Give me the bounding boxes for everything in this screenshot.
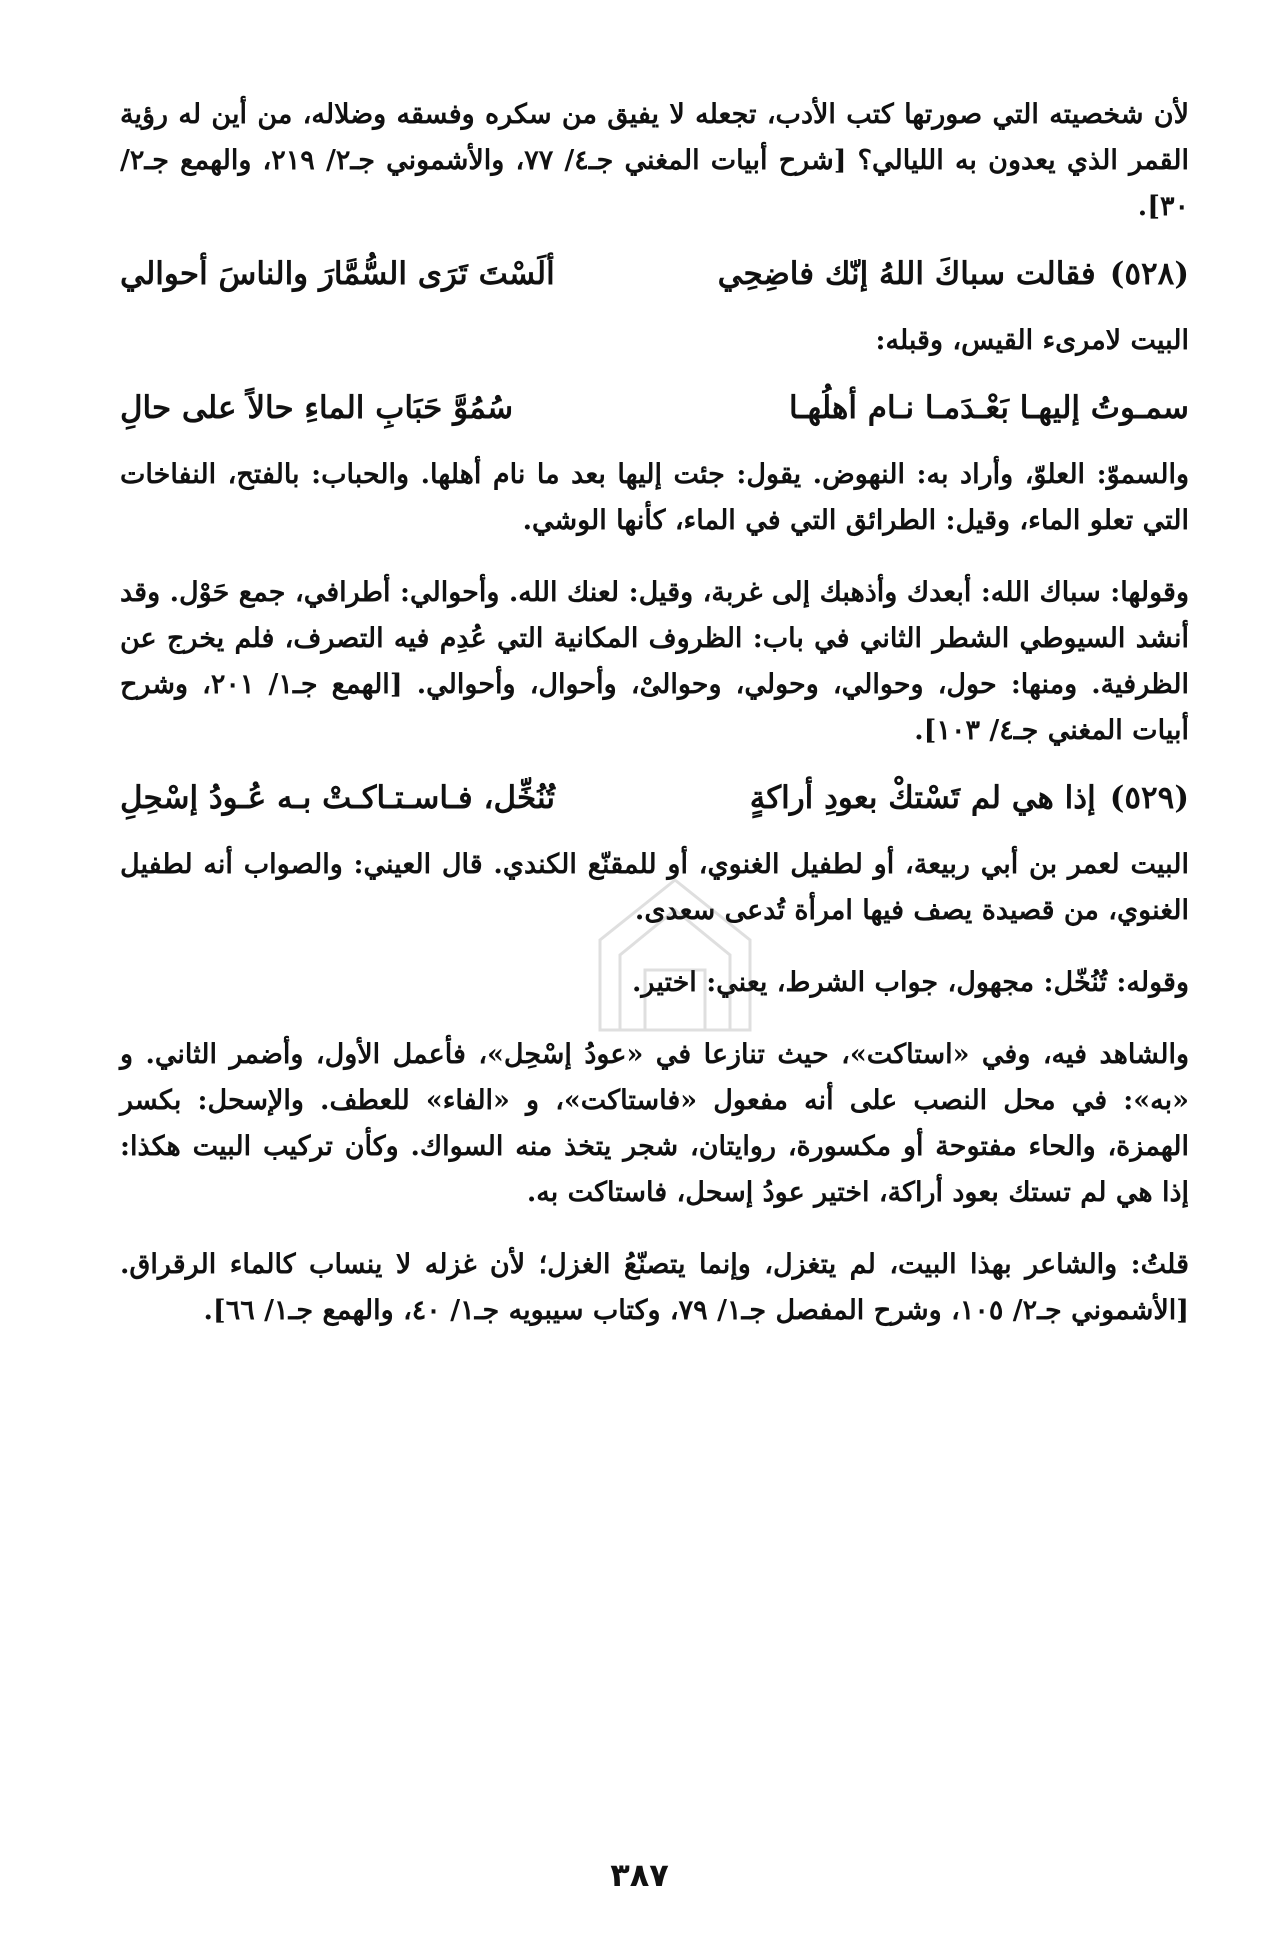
verse-529-first-hemistich	[750, 768, 1189, 828]
paragraph-grammar-529: والشاهد فيه، وفي «استاكت»، حيث تنازعا في «عودُ إسْحِل»، فأعمل الأول، وأضمر الثاني. و «به»: في محل النصب على أنه مفعول «فاستاكت»، و «الفاء» للعطف. والإسحل: بكسر الهمزة، والحاء مفتوحة أو مكسورة، روايتان، شجر يتخذ منه السواك. وكأن تركيب البيت هكذا: إذا هي لم تستك بعود أراكة، اختير عودُ إسحل، فاستاكت به.	[120, 1039, 1189, 1208]
verse-529-second-hemistich: تُنُخِّل، فـاسـتـاكـتْ بـه عُـودُ إسْحِلِ	[120, 780, 556, 816]
paragraph-commentary-527-end: لأن شخصيته التي صورتها كتب الأدب، تجعله لا يفيق من سكره وفسقه وضلاله، من أين له رؤية القمر الذي يعدون به الليالي؟ [شرح أبيات المغني جـ٤/ ٧٧، والأشموني جـ٢/ ٢١٩، والهمع جـ٢/ ٣٠].	[120, 99, 1189, 222]
verse-528-number: (٥٢٨)	[1109, 256, 1189, 292]
verse-529-first-text: إذا هي لم تَسْتكْ بعودِ أراكةٍ	[749, 780, 1096, 816]
paragraph-attribution-529: البيت لعمر بن أبي ربيعة، أو لطفيل الغنوي، أو للمقنّع الكندي. قال العيني: والصواب أنه لطفيل الغنوي، من قصيدة يصف فيها امرأة تُدعى سعدى.	[120, 849, 1189, 926]
verse-529-number: (٥٢٩)	[1109, 780, 1189, 816]
paragraph-attribution-528: البيت لامرىء القيس، وقبله:	[875, 325, 1189, 356]
verse-before-528-first-hemistich: سمـوتُ إليهـا بَعْـدَمـا نـام أهلُهـا	[788, 390, 1189, 426]
paragraph-commentary-528: وقولها: سباك الله: أبعدك وأذهبك إلى غربة، وقيل: لعنك الله. وأحوالي: أطرافي، جمع حَوْل. وقد أنشد السيوطي الشطر الثاني في باب: الظروف المكانية التي عُدِم فيه التصرف، فلم يخرج عن الظرفية. ومنها: حول، وحوالي، وحولي، وحوالىْ، وأحوال، وأحوالي. [الهمع جـ١/ ٢٠١، وشرح أبيات المغني جـ٤/ ١٠٣].	[120, 577, 1189, 746]
verse-528	[120, 244, 1189, 304]
verse-528-second-hemistich: ألَسْتَ تَرَى السُّمَّارَ والناسَ أحوالي	[120, 256, 555, 292]
verse-before-528	[120, 378, 1189, 438]
paragraph-vocabulary-528: والسموّ: العلوّ، وأراد به: النهوض. يقول: جئت إليها بعد ما نام أهلها. والحباب: بالفتح، النفاخات التي تعلو الماء، وقيل: الطرائق التي في الماء، كأنها الوشي.	[120, 459, 1189, 536]
verse-528-first-hemistich	[718, 244, 1189, 304]
paragraph-remark-529: قلتُ: والشاعر بهذا البيت، لم يتغزل، وإنما يتصنّعُ الغزل؛ لأن غزله لا ينساب كالماء الرقراق. [الأشموني جـ٢/ ١٠٥، وشرح المفصل جـ١/ ٧٩، وكتاب سيبويه جـ١/ ٤٠، والهمع جـ١/ ٦٦].	[120, 1249, 1189, 1326]
paragraph-vocabulary-529: وقوله: تُنُخّل: مجهول، جواب الشرط، يعني: اختير.	[632, 967, 1189, 998]
verse-529	[120, 768, 1189, 828]
page-number: ٣٨٧	[610, 1856, 669, 1894]
verse-before-528-second-hemistich: سُمُوَّ حَبَابِ الماءِ حالاً على حالِ	[120, 390, 514, 426]
verse-528-first-text: فقالت سباكَ اللهُ إنّك فاضِحِي	[717, 256, 1096, 292]
